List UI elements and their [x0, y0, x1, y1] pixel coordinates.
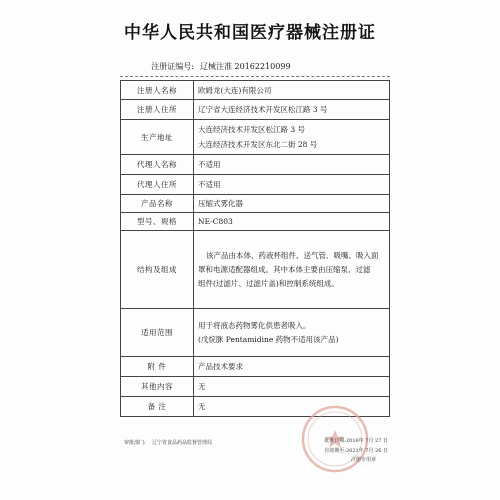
table-row — [121, 120, 390, 155]
production-address-value — [194, 120, 390, 155]
remarks-value: 无 — [194, 397, 390, 417]
product-name-label: 产品名称 — [121, 195, 194, 213]
agent-name-value: 不适用 — [194, 155, 390, 175]
document-title: 中华人民共和国医疗器械注册证 — [124, 23, 376, 43]
registrant-address-label: 注册人住所 — [121, 100, 194, 120]
structure-line-1: 该产品由本体、药液杯组件、送气管、吸嘴、吸入面 — [206, 250, 379, 260]
registration-table — [120, 80, 390, 417]
agent-address-label: 代理人住所 — [121, 175, 194, 195]
production-address-label: 生产地址 — [121, 120, 194, 155]
table-row — [121, 213, 390, 231]
agency-label: 审批部门: — [124, 440, 146, 446]
table-row — [121, 175, 390, 195]
validity-date: 有效期至:2021年 7月 26 日 — [324, 448, 388, 454]
registration-number-value: 辽械注准 20162210099 — [200, 62, 291, 71]
structure-line-3: 组件(过滤片、过滤片盖)和控制系统组成。 — [198, 278, 339, 288]
attachment-label: 附 件 — [121, 357, 194, 377]
remarks-label: 备 注 — [121, 397, 194, 417]
scope-line-2: (戊烷脒 Pentamidine 药物不适用该产品) — [198, 334, 339, 344]
structure-line-2: 罩和电源适配器组成。其中本体主要由压缩泵、过滤 — [198, 264, 371, 274]
seal-note: 注册专用章 — [350, 457, 376, 463]
scope-value — [194, 309, 390, 357]
table-row — [121, 231, 390, 309]
structure-label: 结构及组成 — [121, 231, 194, 309]
divider-line — [120, 76, 390, 77]
registration-number-label: 注册证编号: — [151, 62, 194, 71]
model-label: 型号、规格 — [121, 213, 194, 231]
table-row — [121, 377, 390, 397]
agency-name: 辽宁省食品药品监督管理局 — [152, 440, 213, 446]
other-label: 其他内容 — [121, 377, 194, 397]
attachment-value: 产品技术要求 — [194, 357, 390, 377]
registrant-label: 注册人名称 — [121, 81, 194, 100]
registrant-address-value: 辽宁省大连经济技术开发区松江路 3 号 — [194, 100, 390, 120]
scope-label: 适用范围 — [121, 309, 194, 357]
other-value: 无 — [194, 377, 390, 397]
table-row — [121, 309, 390, 357]
model-value: NE-C803 — [194, 213, 390, 231]
production-address-line-2: 大连经济技术开发区东北二街 28 号 — [198, 140, 318, 149]
product-name-value: 压缩式雾化器 — [194, 195, 390, 213]
approval-footer — [120, 437, 390, 463]
structure-value — [194, 231, 390, 309]
table-row — [121, 100, 390, 120]
table-row — [121, 195, 390, 213]
agent-name-label: 代理人名称 — [121, 155, 194, 175]
scope-line-1: 用于将液态药物雾化供患者吸入。 — [198, 320, 311, 330]
table-row — [121, 357, 390, 377]
agent-address-value: 不适用 — [194, 175, 390, 195]
registrant-value: 欧姆龙(大连)有限公司 — [194, 81, 390, 100]
table-row — [121, 81, 390, 100]
production-address-line-1: 大连经济技术开发区松江路 3 号 — [198, 125, 306, 134]
table-row — [121, 155, 390, 175]
registration-number-row — [120, 60, 390, 74]
approval-date: 批准日期:2016年 7月 27 日 — [324, 438, 388, 444]
